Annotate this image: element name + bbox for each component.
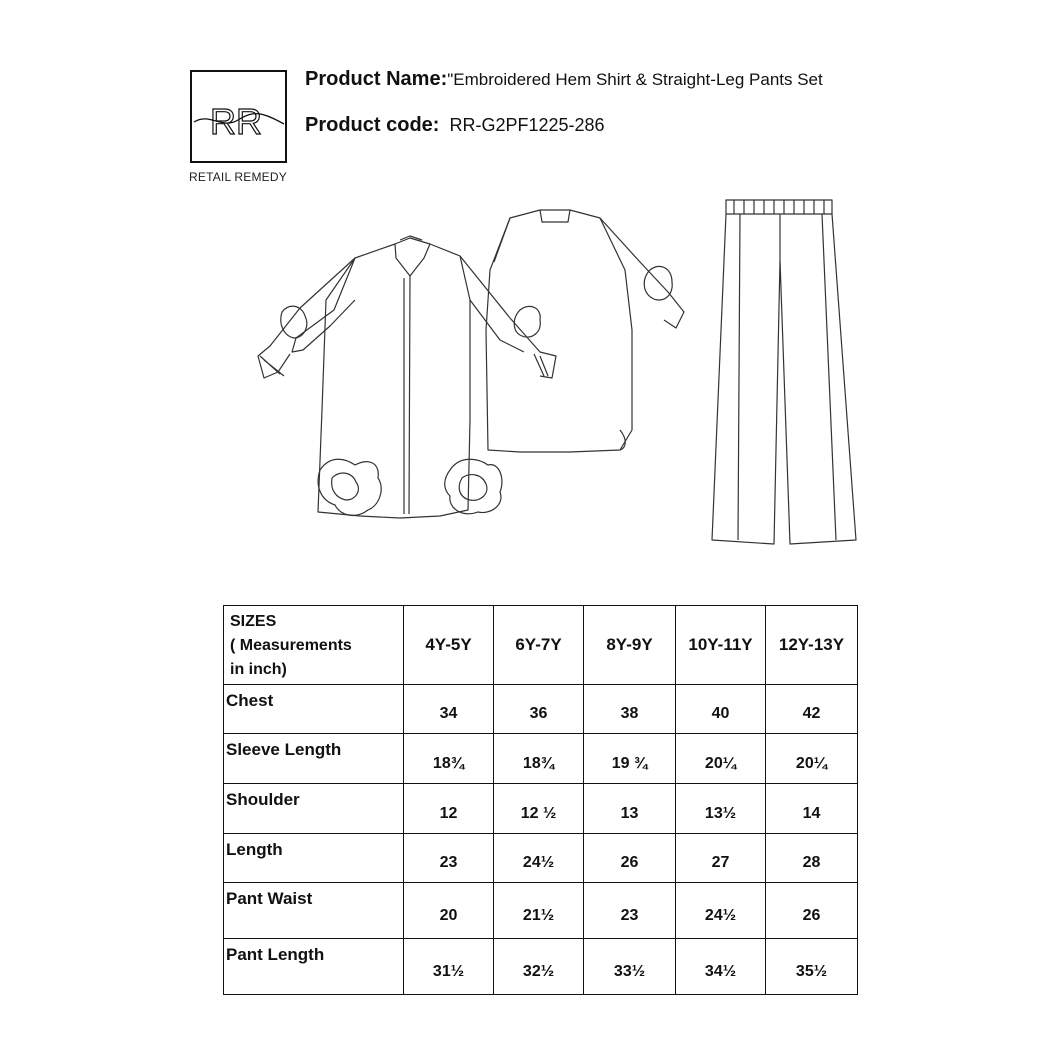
pants-sketch bbox=[712, 200, 856, 544]
cell-value: 13½ bbox=[676, 784, 766, 834]
cell-value: 35½ bbox=[766, 939, 858, 995]
row-label: Shoulder bbox=[224, 784, 404, 834]
shirt-front-sketch bbox=[258, 236, 556, 518]
cell-value: 34 bbox=[404, 685, 494, 734]
cell-value: 31½ bbox=[404, 939, 494, 995]
logo-monogram: RR bbox=[210, 101, 262, 142]
cell-value: 20 bbox=[404, 883, 494, 939]
cell-value: 20¼ bbox=[676, 734, 766, 784]
cell-value: 13 bbox=[584, 784, 676, 834]
row-label: Sleeve Length bbox=[224, 734, 404, 784]
cell-value: 21½ bbox=[494, 883, 584, 939]
cell-value: 12 bbox=[404, 784, 494, 834]
corner-line: in inch) bbox=[230, 661, 287, 678]
cell-value: 40 bbox=[676, 685, 766, 734]
cell-value: 12 ½ bbox=[494, 784, 584, 834]
size-header: 6Y-7Y bbox=[494, 606, 584, 685]
size-header: 4Y-5Y bbox=[404, 606, 494, 685]
cell-value: 19 ¾ bbox=[584, 734, 676, 784]
row-label: Pant Waist bbox=[224, 883, 404, 939]
cell-value: 24½ bbox=[494, 834, 584, 883]
size-header: 8Y-9Y bbox=[584, 606, 676, 685]
size-corner-cell bbox=[224, 606, 404, 685]
size-header: 10Y-11Y bbox=[676, 606, 766, 685]
table-row bbox=[224, 939, 858, 995]
cell-value: 26 bbox=[766, 883, 858, 939]
size-header-row bbox=[224, 606, 858, 685]
cell-value: 28 bbox=[766, 834, 858, 883]
product-name-label: Product Name: bbox=[305, 68, 448, 90]
size-header: 12Y-13Y bbox=[766, 606, 858, 685]
cell-value: 36 bbox=[494, 685, 584, 734]
cell-value: 14 bbox=[766, 784, 858, 834]
row-label: Pant Length bbox=[224, 939, 404, 995]
cell-value: 23 bbox=[404, 834, 494, 883]
cell-value: 24½ bbox=[676, 883, 766, 939]
cell-value: 38 bbox=[584, 685, 676, 734]
product-code-label: Product code: bbox=[305, 114, 440, 136]
cell-value: 34½ bbox=[676, 939, 766, 995]
cell-value: 33½ bbox=[584, 939, 676, 995]
table-row bbox=[224, 883, 858, 939]
corner-line: ( Measurements bbox=[230, 637, 352, 654]
cell-value: 32½ bbox=[494, 939, 584, 995]
table-row bbox=[224, 784, 858, 834]
product-name-value: "Embroidered Hem Shirt & Straight-Leg Pants Set bbox=[447, 70, 823, 89]
cell-value: 27 bbox=[676, 834, 766, 883]
cell-value: 18¾ bbox=[494, 734, 584, 784]
table-row bbox=[224, 834, 858, 883]
row-label: Length bbox=[224, 834, 404, 883]
corner-line: SIZES bbox=[230, 613, 277, 630]
brand-name: RETAIL REMEDY bbox=[189, 170, 287, 184]
product-code-value: RR-G2PF1225-286 bbox=[449, 115, 605, 135]
cell-value: 18¾ bbox=[404, 734, 494, 784]
row-label: Chest bbox=[224, 685, 404, 734]
cell-value: 23 bbox=[584, 883, 676, 939]
table-row bbox=[224, 734, 858, 784]
cell-value: 20¼ bbox=[766, 734, 858, 784]
cell-value: 42 bbox=[766, 685, 858, 734]
size-chart-table bbox=[223, 605, 858, 995]
table-row bbox=[224, 685, 858, 734]
cell-value: 26 bbox=[584, 834, 676, 883]
